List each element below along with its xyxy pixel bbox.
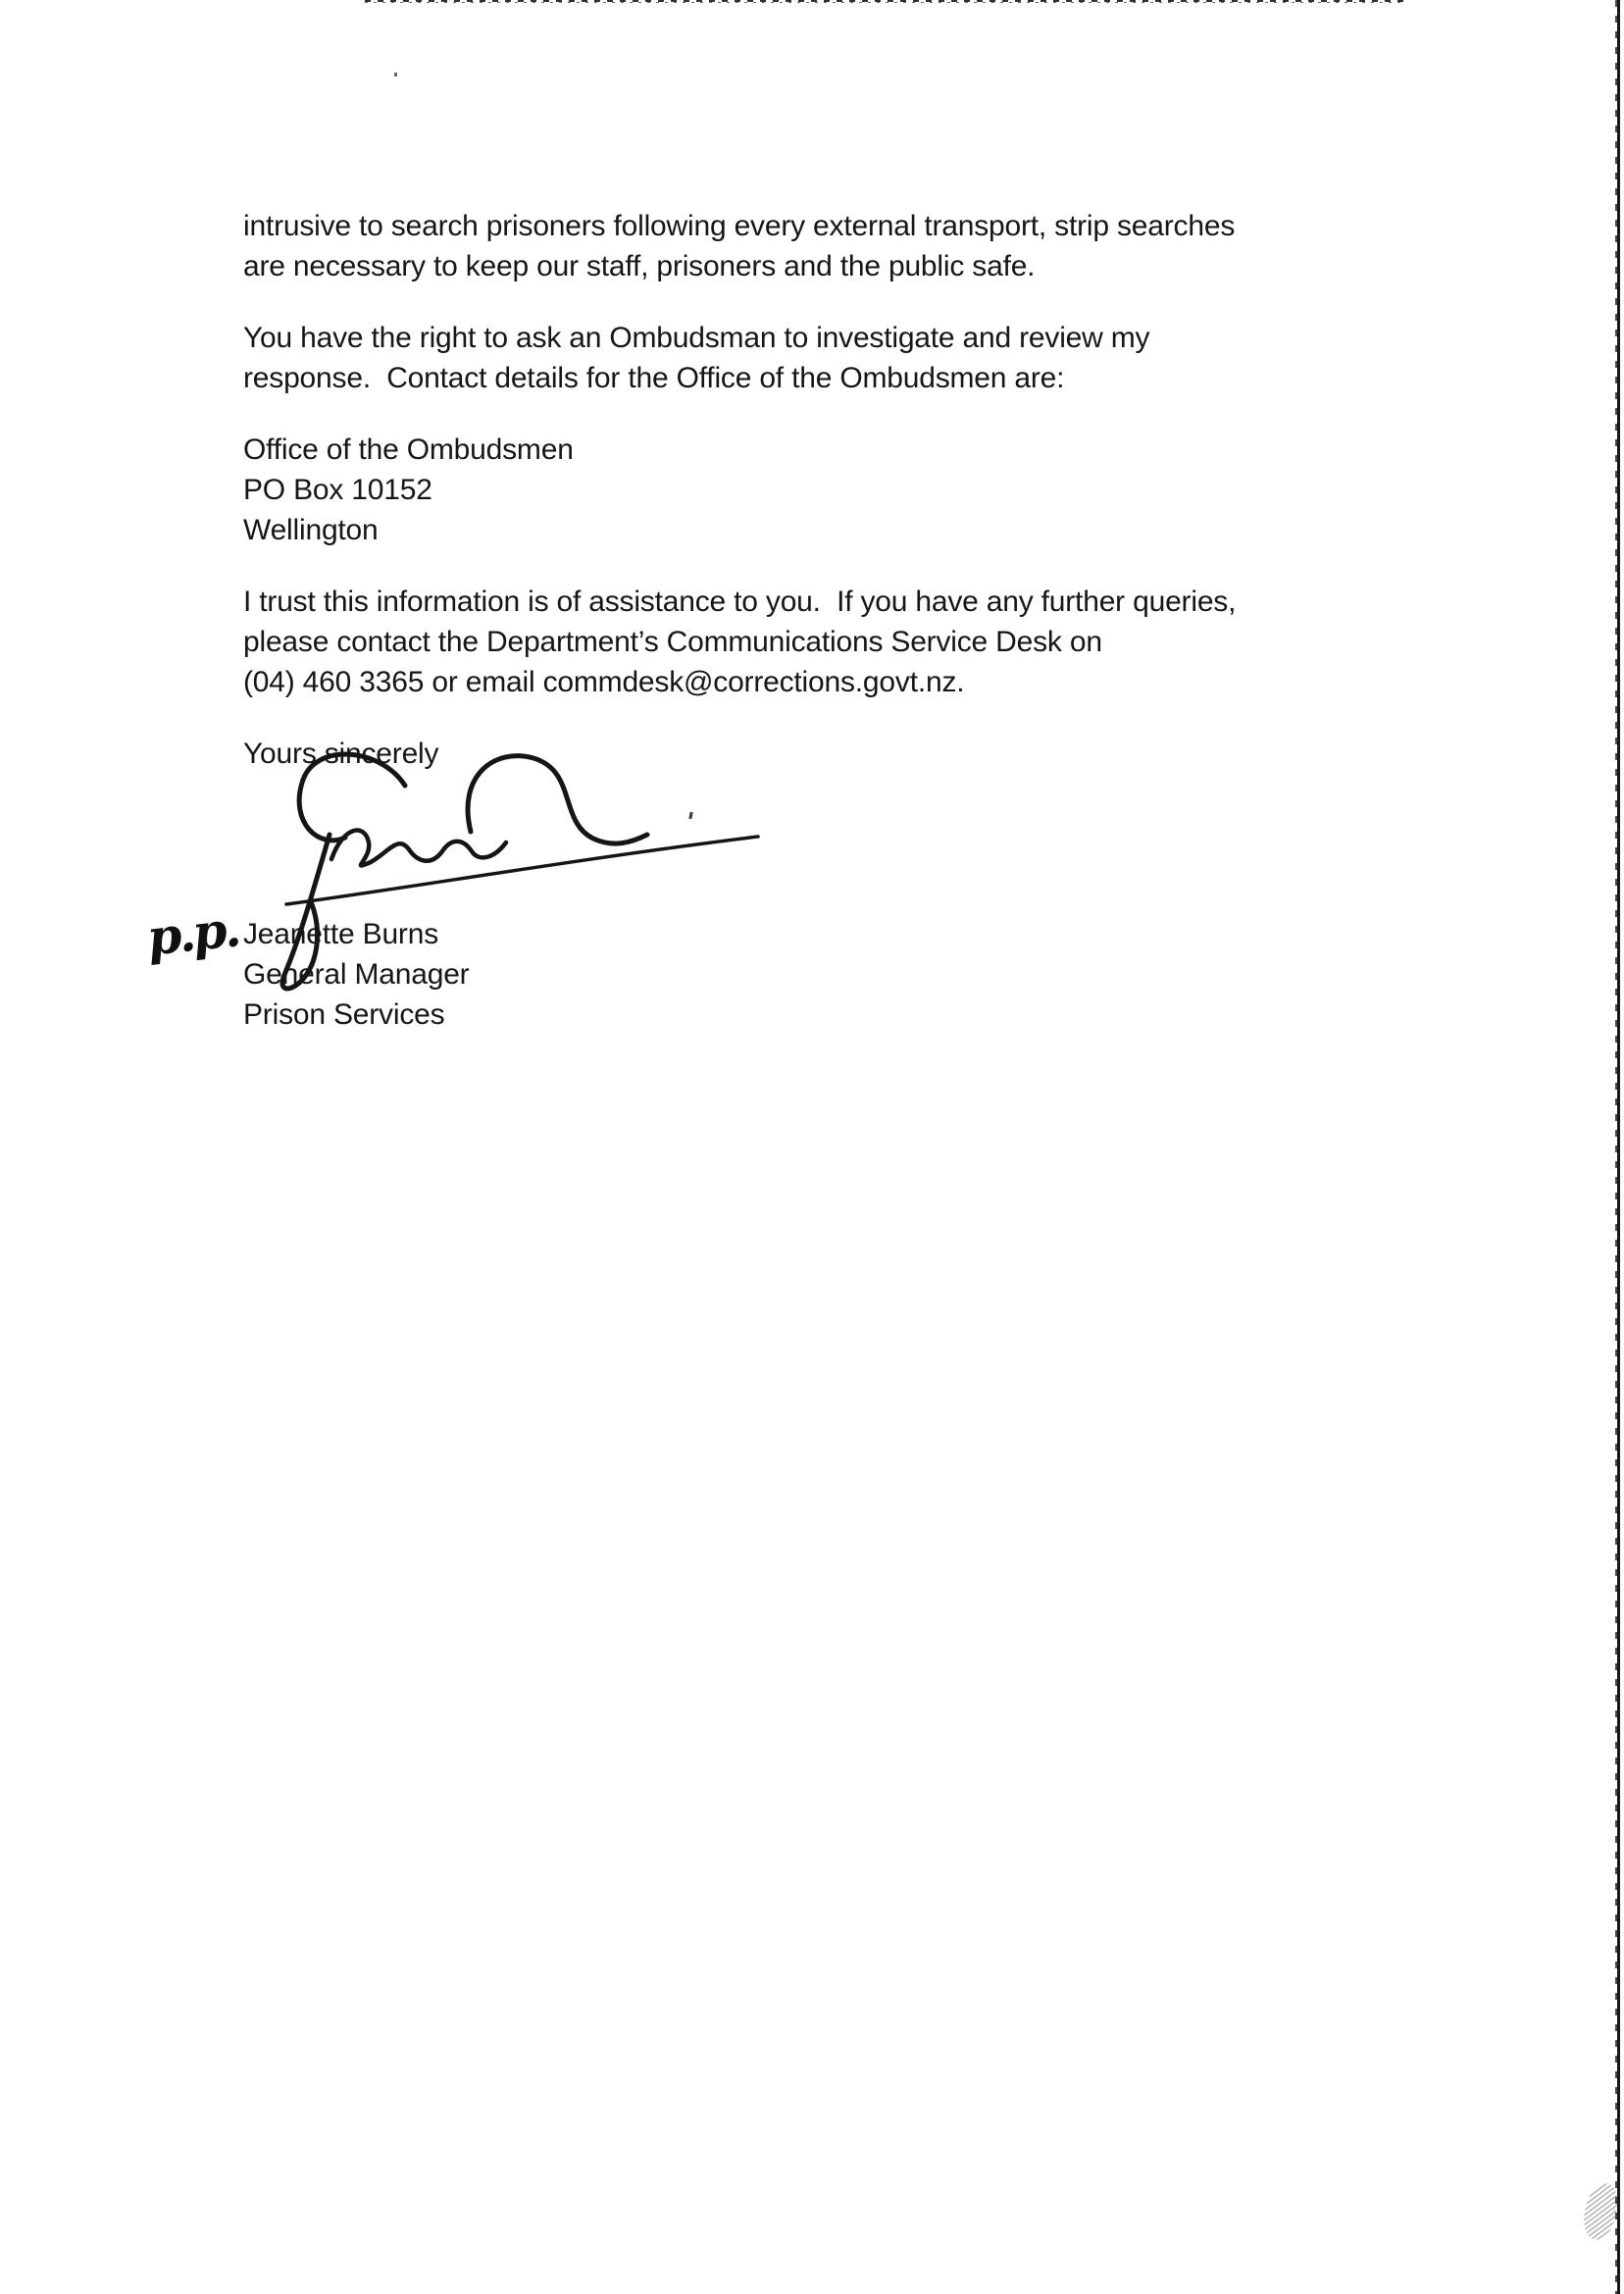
scan-artifact-speck <box>394 73 397 76</box>
scan-artifact-right-edge-line <box>1617 0 1620 2294</box>
paragraph-further-queries <box>243 582 1430 702</box>
address-line: Wellington <box>243 514 379 546</box>
letter-line: I trust this information is of assistance to you. If you have any further queries, <box>243 586 1237 618</box>
address-block-ombudsmen <box>243 430 1430 550</box>
letter-line: You have the right to ask an Ombudsman to investigate and review my <box>243 322 1150 354</box>
letter-body <box>243 206 1430 805</box>
address-line: Office of the Ombudsmen <box>243 433 574 466</box>
letter-line: Yours sincerely <box>243 738 439 770</box>
paragraph-ombudsman-right <box>243 318 1430 398</box>
letter-line: intrusive to search prisoners following every external transport, strip searches <box>243 210 1236 242</box>
pp-handwritten-annotation: p.p. <box>144 899 241 967</box>
paragraph-strip-searches <box>243 206 1430 286</box>
signatory-title: General Manager <box>243 958 470 991</box>
letter-line: response. Contact details for the Office of the Ombudsmen are: <box>243 362 1065 394</box>
scan-artifact-smudge <box>1581 2181 1620 2242</box>
scan-artifact-top-dotted-line <box>365 0 1406 4</box>
letter-line: please contact the Department’s Communications Service Desk on <box>243 626 1102 658</box>
letter-line: are necessary to keep our staff, prisoners and the public safe. <box>243 250 1036 282</box>
signatory-department: Prison Services <box>243 998 445 1031</box>
letter-line: (04) 460 3365 or email commdesk@corrections.govt.nz. <box>243 666 965 698</box>
signatory-block <box>243 914 469 1035</box>
address-line: PO Box 10152 <box>243 474 432 506</box>
signatory-name: Jeanette Burns <box>243 918 438 950</box>
